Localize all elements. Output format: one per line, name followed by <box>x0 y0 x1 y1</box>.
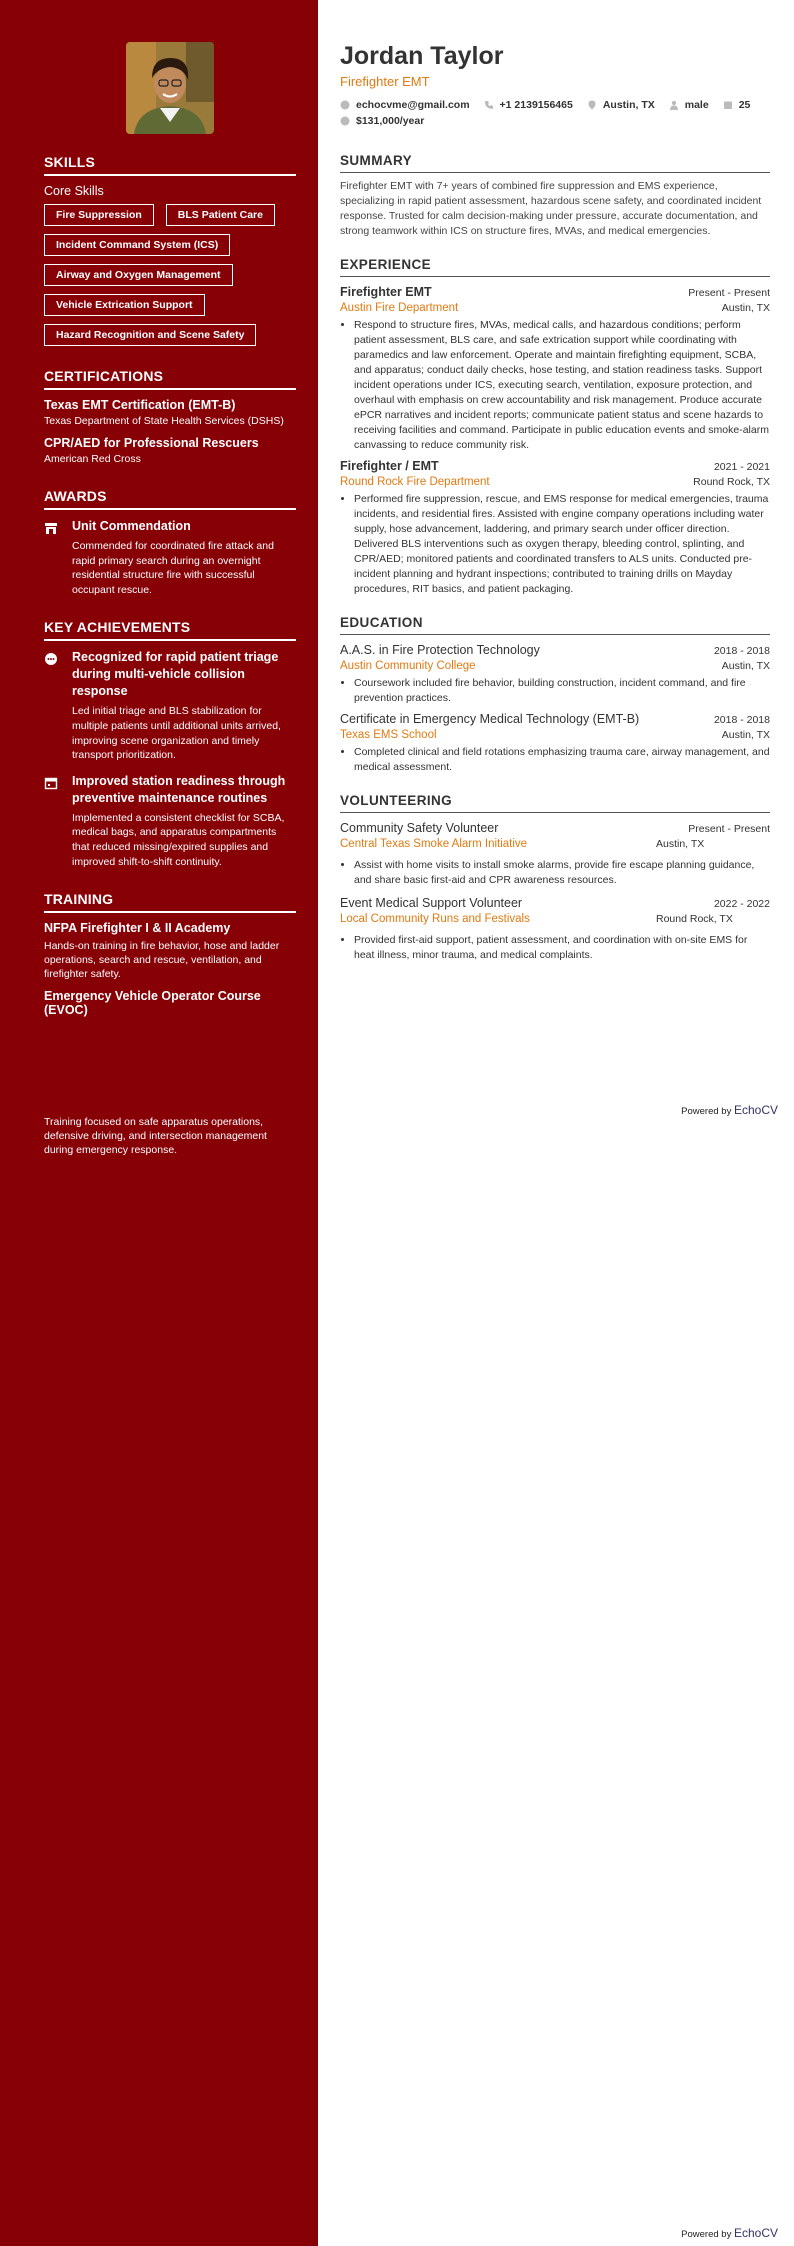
certification-item <box>44 436 296 466</box>
job-dates: Present - Present <box>688 287 770 299</box>
volunteer-location: Austin, TX <box>656 838 705 850</box>
volunteer-org: Local Community Runs and Festivals <box>340 913 530 925</box>
volunteer-location: Round Rock, TX <box>656 913 733 925</box>
achievement-description: Implemented a consistent checklist for SCBA, medical bags, and apparatus compartments that reduced missing/expired supplies and improved shift-to-shift continuity. <box>72 811 285 868</box>
person-icon <box>669 100 679 110</box>
award-description: Commended for coordinated fire attack and rapid primary search during an overnight residential structure fire with successful occupant rescue. <box>72 540 274 596</box>
certification-item <box>44 398 296 428</box>
certification-title: Texas EMT Certification (EMT-B) <box>44 398 236 412</box>
education-item <box>340 643 770 706</box>
company-name: Austin Fire Department <box>340 302 459 314</box>
education-item <box>340 712 770 775</box>
age-text: 25 <box>738 99 751 111</box>
skill-chip: Hazard Recognition and Scene Safety <box>44 324 256 346</box>
contact-info <box>340 99 780 127</box>
awards-heading: AWARDS <box>44 488 296 510</box>
contact-location <box>587 99 655 111</box>
education-bullet: • Completed clinical and field rotations emphasizing trauma care, airway management, and medical assessment. <box>354 745 770 775</box>
certifications-section <box>44 368 296 466</box>
job-title: Firefighter / EMT <box>340 459 439 473</box>
volunteer-bullet: • Provided first-aid support, patient assessment, and coordination with on-site EMS for heat illness, minor trauma, and medical complaints. <box>354 933 770 963</box>
training-description: Training focused on safe apparatus operations, defensive driving, and intersection management during emergency response. <box>44 1116 267 1157</box>
volunteering-item <box>340 896 770 963</box>
candidate-name: Jordan Taylor <box>340 42 504 70</box>
education-heading: EDUCATION <box>340 615 770 635</box>
powered-by-label: Powered by <box>681 2229 732 2240</box>
calendar-icon <box>723 100 733 110</box>
skill-chip: Fire Suppression <box>44 204 154 226</box>
school-location: Austin, TX <box>721 729 770 741</box>
volunteering-item <box>340 821 770 888</box>
contact-gender <box>669 99 709 111</box>
candidate-title: Firefighter EMT <box>340 74 430 89</box>
email-text: echocvme@gmail.com <box>356 99 470 111</box>
avatar <box>126 42 214 134</box>
main-content <box>318 0 794 2246</box>
salary-text: $131,000/year <box>356 115 425 127</box>
school-name: Texas EMS School <box>340 729 437 741</box>
achievement-title: Improved station readiness through preventive maintenance routines <box>72 773 286 805</box>
volunteer-role: Community Safety Volunteer <box>340 821 499 835</box>
chat-bubble-icon <box>44 649 62 762</box>
volunteer-role: Event Medical Support Volunteer <box>340 896 523 910</box>
at-icon <box>340 100 350 110</box>
degree-title: A.A.S. in Fire Protection Technology <box>340 643 540 657</box>
training-section <box>44 891 296 1157</box>
gender-text: male <box>684 99 709 111</box>
skill-chips <box>44 204 296 346</box>
training-title: Emergency Vehicle Operator Course (EVOC) <box>44 989 261 1018</box>
brand-logo-text: EchoCV <box>733 1103 778 1117</box>
achievements-section <box>44 619 296 869</box>
training-item <box>44 989 296 1157</box>
achievements-heading: KEY ACHIEVEMENTS <box>44 619 296 641</box>
education-dates: 2018 - 2018 <box>713 645 770 657</box>
awards-section <box>44 488 296 597</box>
summary-heading: SUMMARY <box>340 153 770 173</box>
certifications-heading: CERTIFICATIONS <box>44 368 296 390</box>
school-name: Austin Community College <box>340 660 476 672</box>
job-bullet: • Performed fire suppression, rescue, and EMS response for medical emergencies, trauma incidents, and residential fires. Assisted with engine company operations including water supply, hose advancement, laddering, and primary search under officer direction. Delivered BLS interventions such as oxygen therapy, bleeding control, splinting, and CPR/AED; monitored patients and coordinated transfers to ALS units. Conducted pre-incident planning and hydrant inspections; contributed to training drills on Mayday procedures, RIT basics, and patient packaging. <box>354 492 770 597</box>
job-dates: 2021 - 2021 <box>713 461 770 473</box>
training-item <box>44 921 296 981</box>
volunteer-bullet: • Assist with home visits to install smoke alarms, provide fire escape planning guidance, and share basic first-aid and CPR awareness resources. <box>354 858 770 888</box>
award-title: Unit Commendation <box>72 519 191 533</box>
education-dates: 2018 - 2018 <box>713 714 770 726</box>
volunteer-dates: 2022 - 2022 <box>713 898 770 910</box>
experience-heading: EXPERIENCE <box>340 257 770 277</box>
contact-salary <box>340 115 424 127</box>
volunteer-dates: Present - Present <box>688 823 770 835</box>
powered-by <box>681 1103 778 1117</box>
degree-title: Certificate in Emergency Medical Technology (EMT-B) <box>340 712 640 726</box>
achievement-item <box>44 773 296 869</box>
achievement-title: Recognized for rapid patient triage during multi-vehicle collision response <box>72 650 279 699</box>
certification-issuer: American Red Cross <box>44 453 141 465</box>
school-location: Austin, TX <box>721 660 770 672</box>
summary-section <box>340 153 770 239</box>
brand-logo-text: EchoCV <box>733 2226 778 2240</box>
experience-item <box>340 459 770 597</box>
sidebar <box>0 0 318 2246</box>
company-name: Round Rock Fire Department <box>340 476 490 488</box>
skill-chip: Incident Command System (ICS) <box>44 234 230 256</box>
skill-chip: Airway and Oxygen Management <box>44 264 233 286</box>
money-icon <box>340 116 350 126</box>
education-bullet: • Coursework included fire behavior, building construction, incident command, and fire prevention practices. <box>354 676 770 706</box>
location-text: Austin, TX <box>602 99 655 111</box>
volunteer-org: Central Texas Smoke Alarm Initiative <box>340 838 528 850</box>
training-description: Hands-on training in fire behavior, hose and ladder operations, search and rescue, ventilation, and firefighter safety. <box>44 940 280 981</box>
building-icon <box>44 518 62 597</box>
volunteering-heading: VOLUNTEERING <box>340 793 770 813</box>
job-bullet: • Respond to structure fires, MVAs, medical calls, and hazardous conditions; perform patient assessment, BLS care, and safe extrication support while coordinating with paramedics and law enforcement. Operate and maintain firefighting equipment, SCBA, and apparatus; conduct daily checks, hose testing, and station readiness tasks. Support incident operations under ICS, executing search, ventilation, exposure protection, and overhaul with emphasis on crew accountability and risk management. Produce accurate ePCR narratives and incident reports; communicate patient status and scene hazards to receiving facilities and command. Participate in public education events and smoke-alarm canvassing to reduce community risk. <box>354 318 770 453</box>
powered-by-bottom <box>681 2226 778 2240</box>
skills-section <box>44 154 296 346</box>
achievement-description: Led initial triage and BLS stabilization for multiple patients until additional units arrived, improving scene organization and timely transport prioritization. <box>72 705 281 762</box>
contact-phone[interactable] <box>484 99 573 111</box>
certification-title: CPR/AED for Professional Rescuers <box>44 436 259 450</box>
experience-section <box>340 257 770 597</box>
location-pin-icon <box>587 100 597 110</box>
phone-text: +1 2139156465 <box>499 99 573 111</box>
certification-issuer: Texas Department of State Health Services (DSHS) <box>44 415 284 427</box>
experience-item <box>340 285 770 453</box>
calendar-icon <box>44 773 62 869</box>
education-section <box>340 615 770 775</box>
training-heading: TRAINING <box>44 891 296 913</box>
skill-chip: BLS Patient Care <box>166 204 275 226</box>
award-item <box>44 518 296 597</box>
job-location: Round Rock, TX <box>693 476 770 488</box>
skills-subheading: Core Skills <box>44 184 104 198</box>
powered-by-label: Powered by <box>681 1106 732 1117</box>
volunteering-section <box>340 793 770 963</box>
skills-heading: SKILLS <box>44 154 296 176</box>
job-location: Austin, TX <box>721 302 770 314</box>
contact-email[interactable] <box>340 99 470 111</box>
skill-chip: Vehicle Extrication Support <box>44 294 205 316</box>
phone-icon <box>484 100 494 110</box>
summary-text: Firefighter EMT with 7+ years of combined fire suppression and EMS experience, specializing in rapid patient assessment, hazardous scene safety, and coordinated incident response. Trusted for calm decision-making under pressure, accurate documentation, and strong teamwork within ICS on structure fires, MVAs, and medical emergencies. <box>340 180 762 237</box>
job-title: Firefighter EMT <box>340 285 432 299</box>
achievement-item <box>44 649 296 762</box>
training-title: NFPA Firefighter I & II Academy <box>44 921 231 936</box>
contact-age <box>723 99 751 111</box>
